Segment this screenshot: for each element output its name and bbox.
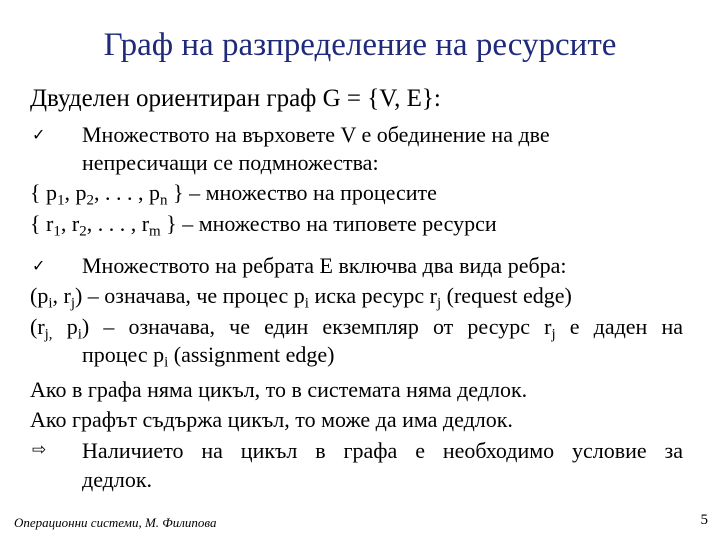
necessary-condition-line1: Наличието на цикъл в графа е необходимо условие за <box>82 438 683 463</box>
page-number: 5 <box>700 512 708 528</box>
edges-bullet-line1: Множеството на ребрата E включва два вида ребра: <box>82 253 567 278</box>
check-icon: ✓ <box>32 125 46 144</box>
footer-author: Операционни системи, М. Филипова <box>14 515 217 530</box>
cycle-note: Ако графът съдържа цикъл, то може да има дедлок. <box>30 407 513 432</box>
no-cycle-note: Ако в графа няма цикъл, то в системата няма дедлок. <box>30 377 528 402</box>
check-icon: ✓ <box>32 256 46 275</box>
vertices-bullet-line2: непресичащи се подмножества: <box>82 150 379 175</box>
necessary-condition-line2: дедлок. <box>82 467 153 492</box>
assignment-edge-line: ($r_{j,}$ $p_i$) – означава, че един екземпляр от ресурс $r_j$ е даден на <box>30 314 683 343</box>
hollow-arrow-right-icon: ⇨ <box>32 440 47 460</box>
request-edge-line: ($p_i$, $r_j$) – означава, че процес $p_i$ иска ресурс $r_j$ (request edge) <box>30 283 572 312</box>
vertices-bullet-line1: Множеството на върховете V е обединение на две <box>82 122 550 147</box>
process-set-line: { $p_1$, $p_2$, . . . , $p_n$ } – множество на процесите <box>30 180 437 209</box>
slide-title: Граф на разпределение на ресурсите <box>103 27 617 63</box>
slide-subtitle: Двуделен ориентиран граф G = {V, E}: <box>30 85 441 112</box>
resource-set-line: { $r_1$, $r_2$, . . . , $r_m$ } – множество на типовете ресурси <box>30 211 497 240</box>
assignment-edge-line2: процес $p_i$ (assignment edge) <box>82 342 335 371</box>
